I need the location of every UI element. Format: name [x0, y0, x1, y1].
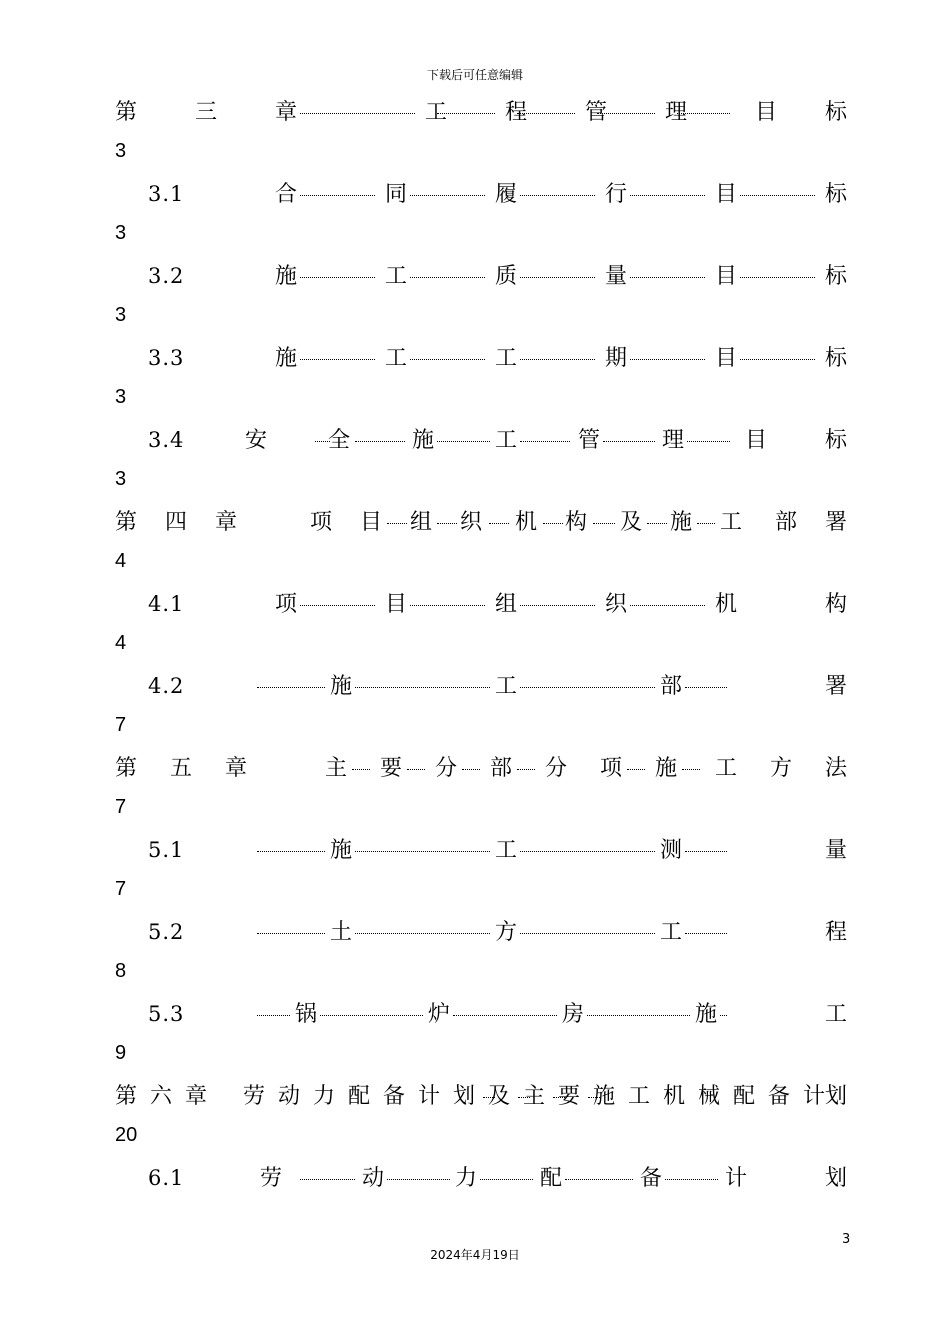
- toc-entry-title: [115, 584, 850, 624]
- title-char: 工: [494, 428, 517, 453]
- toc-entry-title: [115, 994, 850, 1034]
- title-char: 施: [329, 838, 352, 863]
- title-char: 履: [494, 182, 517, 207]
- title-char: 配: [732, 1084, 755, 1109]
- title-char: 施: [274, 346, 297, 371]
- title-char: 施: [329, 674, 352, 699]
- dot-leader: [520, 277, 595, 278]
- dot-leader: [387, 1179, 450, 1180]
- dot-leader: [630, 195, 705, 196]
- toc-entry[interactable]: [115, 174, 850, 256]
- page-header: 下载后可任意编辑: [426, 68, 523, 82]
- dot-leader: [687, 441, 730, 442]
- dot-leader: [410, 195, 485, 196]
- title-char: 主: [324, 756, 347, 781]
- dot-leader: [355, 933, 490, 934]
- dot-leader: [587, 1015, 690, 1016]
- dot-leader: [300, 605, 375, 606]
- title-char: 力: [454, 1166, 477, 1191]
- dot-leader: [352, 769, 370, 770]
- title-char: 动: [361, 1166, 384, 1191]
- title-char: 第: [114, 100, 137, 125]
- title-char: 分: [434, 756, 457, 781]
- title-char: 施: [411, 428, 434, 453]
- title-char: 要: [557, 1084, 580, 1109]
- title-char: 工: [494, 838, 517, 863]
- dot-leader: [300, 277, 375, 278]
- toc-entry[interactable]: [115, 584, 850, 666]
- dot-leader: [410, 277, 485, 278]
- toc-page-number: 3: [115, 468, 127, 490]
- title-char: 构: [564, 510, 587, 535]
- toc-entry[interactable]: [115, 92, 850, 174]
- dot-leader: [320, 1015, 423, 1016]
- page-footer-date: 2024年4月19日: [430, 1248, 520, 1262]
- title-char: 法: [824, 756, 847, 781]
- title-char: 行: [604, 182, 627, 207]
- dot-leader: [300, 195, 375, 196]
- title-char: 要: [379, 756, 402, 781]
- toc-entry[interactable]: [115, 994, 850, 1076]
- toc-entry[interactable]: [115, 502, 850, 584]
- title-char: 工: [384, 264, 407, 289]
- toc-page-number: 3: [115, 304, 127, 326]
- title-char: 管: [577, 428, 600, 453]
- dot-leader: [630, 605, 705, 606]
- toc-page-number: 4: [115, 550, 127, 572]
- section-number: 4.1: [148, 592, 185, 616]
- title-char: 分: [544, 756, 567, 781]
- title-char: 备: [382, 1084, 405, 1109]
- dot-leader: [410, 359, 485, 360]
- title-char: 备: [639, 1166, 662, 1191]
- toc-entry-title: [115, 256, 850, 296]
- section-number: 3.1: [148, 182, 185, 206]
- dot-leader: [630, 277, 705, 278]
- dot-leader: [453, 1015, 557, 1016]
- title-char: 目: [714, 182, 737, 207]
- title-char: 四: [164, 510, 187, 535]
- dot-leader: [489, 523, 509, 524]
- title-char: 期: [604, 346, 627, 371]
- dot-leader: [565, 1179, 633, 1180]
- page-number: 3: [842, 1232, 851, 1247]
- title-char: 方: [494, 920, 517, 945]
- toc-entry[interactable]: [115, 338, 850, 420]
- title-char: 五: [169, 756, 192, 781]
- toc-page-number: 3: [115, 222, 127, 244]
- title-char: 劳: [242, 1084, 265, 1109]
- section-number: 3.4: [148, 428, 185, 452]
- title-char: 械: [697, 1084, 720, 1109]
- toc-entry-title: [115, 420, 850, 460]
- title-char: 工: [384, 346, 407, 371]
- dot-leader: [387, 523, 407, 524]
- toc-entry-title: [115, 92, 850, 132]
- title-char: 计: [724, 1166, 747, 1191]
- title-char: 劳: [259, 1166, 282, 1191]
- title-char: 目: [754, 100, 777, 125]
- toc-entry-title: [115, 174, 850, 214]
- title-char: 力: [312, 1084, 335, 1109]
- title-char: 部: [774, 510, 797, 535]
- title-char: 织: [604, 592, 627, 617]
- dot-leader: [520, 933, 655, 934]
- dot-leader: [300, 113, 415, 114]
- title-char: 同: [384, 182, 407, 207]
- title-char: 管: [584, 100, 607, 125]
- title-char: 组: [494, 592, 517, 617]
- title-char: 六: [149, 1084, 172, 1109]
- section-number: 4.2: [148, 674, 185, 698]
- title-char: 程: [504, 100, 527, 125]
- dot-leader: [682, 769, 700, 770]
- title-char: 项: [599, 756, 622, 781]
- title-char: 全: [327, 428, 350, 453]
- toc-entry-title: [115, 912, 850, 952]
- toc-entry[interactable]: [115, 1158, 850, 1240]
- title-char: 机: [714, 592, 737, 617]
- section-number: 3.3: [148, 346, 185, 370]
- dot-leader: [257, 687, 325, 688]
- title-char: 施: [669, 510, 692, 535]
- title-char: 构: [824, 592, 847, 617]
- toc-page-number: 4: [115, 632, 127, 654]
- toc-page-number: 8: [115, 960, 127, 982]
- toc-page-number: 7: [115, 714, 127, 736]
- title-char: 标: [824, 346, 847, 371]
- title-char: 织: [459, 510, 482, 535]
- title-char: 目: [714, 346, 737, 371]
- title-char: 计: [802, 1084, 825, 1109]
- title-char: 动: [277, 1084, 300, 1109]
- title-char: 土: [329, 920, 352, 945]
- toc-entry[interactable]: [115, 912, 850, 994]
- title-char: 组: [409, 510, 432, 535]
- section-number: 6.1: [148, 1166, 185, 1190]
- title-char: 合: [274, 182, 297, 207]
- title-char: 部: [659, 674, 682, 699]
- title-char: 第: [114, 510, 137, 535]
- title-char: 署: [824, 674, 847, 699]
- toc-entry[interactable]: [115, 666, 850, 748]
- dot-leader: [630, 359, 705, 360]
- title-char: 及: [619, 510, 642, 535]
- title-char: 安: [244, 428, 267, 453]
- section-number: 5.3: [148, 1002, 185, 1026]
- title-char: 第: [114, 1084, 137, 1109]
- title-char: 划: [452, 1084, 475, 1109]
- dot-leader: [520, 605, 595, 606]
- toc-entry-title: [115, 502, 850, 542]
- toc-entry-title: [115, 830, 850, 870]
- section-number: 5.2: [148, 920, 185, 944]
- title-char: 主: [522, 1084, 545, 1109]
- title-char: 及: [487, 1084, 510, 1109]
- dot-leader: [407, 769, 425, 770]
- toc-entry-title: [115, 748, 850, 788]
- dot-leader: [257, 933, 325, 934]
- dot-leader: [355, 851, 490, 852]
- title-char: 工: [714, 756, 737, 781]
- title-char: 机: [662, 1084, 685, 1109]
- dot-leader: [665, 1179, 718, 1180]
- dot-leader: [480, 1179, 533, 1180]
- title-char: 划: [824, 1084, 847, 1109]
- dot-leader: [257, 851, 325, 852]
- dot-leader: [685, 851, 727, 852]
- title-char: 理: [661, 428, 684, 453]
- dot-leader: [462, 769, 480, 770]
- toc-page-number: 3: [115, 386, 127, 408]
- title-char: 施: [592, 1084, 615, 1109]
- toc-page-number: 7: [115, 878, 127, 900]
- title-char: 工: [824, 1002, 847, 1027]
- title-char: 目: [384, 592, 407, 617]
- title-char: 配: [347, 1084, 370, 1109]
- title-char: 炉: [427, 1002, 450, 1027]
- section-number: 3.2: [148, 264, 185, 288]
- toc-page-number: 9: [115, 1042, 127, 1064]
- title-char: 三: [194, 100, 217, 125]
- toc-entry-title: [115, 338, 850, 378]
- toc-entry[interactable]: [115, 256, 850, 338]
- toc-entry-title: [115, 1076, 850, 1116]
- title-char: 量: [824, 838, 847, 863]
- toc-page-number: 3: [115, 140, 127, 162]
- title-char: 标: [824, 428, 847, 453]
- title-char: 标: [824, 182, 847, 207]
- dot-leader: [355, 441, 405, 442]
- title-char: 项: [309, 510, 332, 535]
- toc-entry-title: [115, 1158, 850, 1198]
- dot-leader: [627, 769, 645, 770]
- title-char: 施: [694, 1002, 717, 1027]
- dot-leader: [437, 441, 490, 442]
- dot-leader: [520, 687, 655, 688]
- dot-leader: [437, 523, 457, 524]
- title-char: 工: [424, 100, 447, 125]
- title-char: 章: [224, 756, 247, 781]
- dot-leader: [697, 523, 715, 524]
- dot-leader: [740, 277, 815, 278]
- title-char: 质: [494, 264, 517, 289]
- title-char: 机: [514, 510, 537, 535]
- title-char: 划: [824, 1166, 847, 1191]
- title-char: 署: [824, 510, 847, 535]
- title-char: 目: [714, 264, 737, 289]
- dot-leader: [520, 441, 570, 442]
- title-char: 章: [184, 1084, 207, 1109]
- dot-leader: [603, 441, 655, 442]
- dot-leader: [685, 933, 727, 934]
- dot-leader: [410, 605, 485, 606]
- dot-leader: [300, 1179, 355, 1180]
- title-char: 标: [824, 100, 847, 125]
- title-char: 锅: [294, 1002, 317, 1027]
- dot-leader: [720, 1015, 727, 1016]
- dot-leader: [685, 687, 727, 688]
- dot-leader: [593, 523, 615, 524]
- title-char: 工: [494, 346, 517, 371]
- toc-entry[interactable]: [115, 1076, 850, 1158]
- toc-page-number: 7: [115, 796, 127, 818]
- dot-leader: [257, 1015, 290, 1016]
- dot-leader: [740, 359, 815, 360]
- title-char: 施: [654, 756, 677, 781]
- title-char: 备: [767, 1084, 790, 1109]
- title-char: 第: [114, 756, 137, 781]
- title-char: 房: [561, 1002, 584, 1027]
- title-char: 施: [274, 264, 297, 289]
- title-char: 标: [824, 264, 847, 289]
- title-char: 目: [359, 510, 382, 535]
- title-char: 配: [539, 1166, 562, 1191]
- toc-entry-title: [115, 666, 850, 706]
- dot-leader: [740, 195, 815, 196]
- toc-page-number: 20: [115, 1124, 138, 1146]
- dot-leader: [520, 359, 595, 360]
- dot-leader: [355, 687, 490, 688]
- title-char: 程: [824, 920, 847, 945]
- title-char: 工: [494, 674, 517, 699]
- dot-leader: [520, 851, 655, 852]
- title-char: 计: [417, 1084, 440, 1109]
- title-char: 量: [604, 264, 627, 289]
- title-char: 章: [274, 100, 297, 125]
- dot-leader: [517, 769, 535, 770]
- dot-leader: [520, 195, 595, 196]
- dot-leader: [300, 359, 375, 360]
- section-number: 5.1: [148, 838, 185, 862]
- title-char: 部: [489, 756, 512, 781]
- title-char: 项: [274, 592, 297, 617]
- title-char: 目: [744, 428, 767, 453]
- toc-entry[interactable]: [115, 830, 850, 912]
- title-char: 章: [214, 510, 237, 535]
- title-char: 工: [627, 1084, 650, 1109]
- title-char: 测: [659, 838, 682, 863]
- title-char: 理: [664, 100, 687, 125]
- title-char: 工: [719, 510, 742, 535]
- dot-leader: [647, 523, 667, 524]
- table-of-contents: [115, 92, 850, 1240]
- title-char: 工: [659, 920, 682, 945]
- dot-leader: [543, 523, 563, 524]
- toc-entry[interactable]: [115, 748, 850, 830]
- toc-entry[interactable]: [115, 420, 850, 502]
- title-char: 方: [769, 756, 792, 781]
